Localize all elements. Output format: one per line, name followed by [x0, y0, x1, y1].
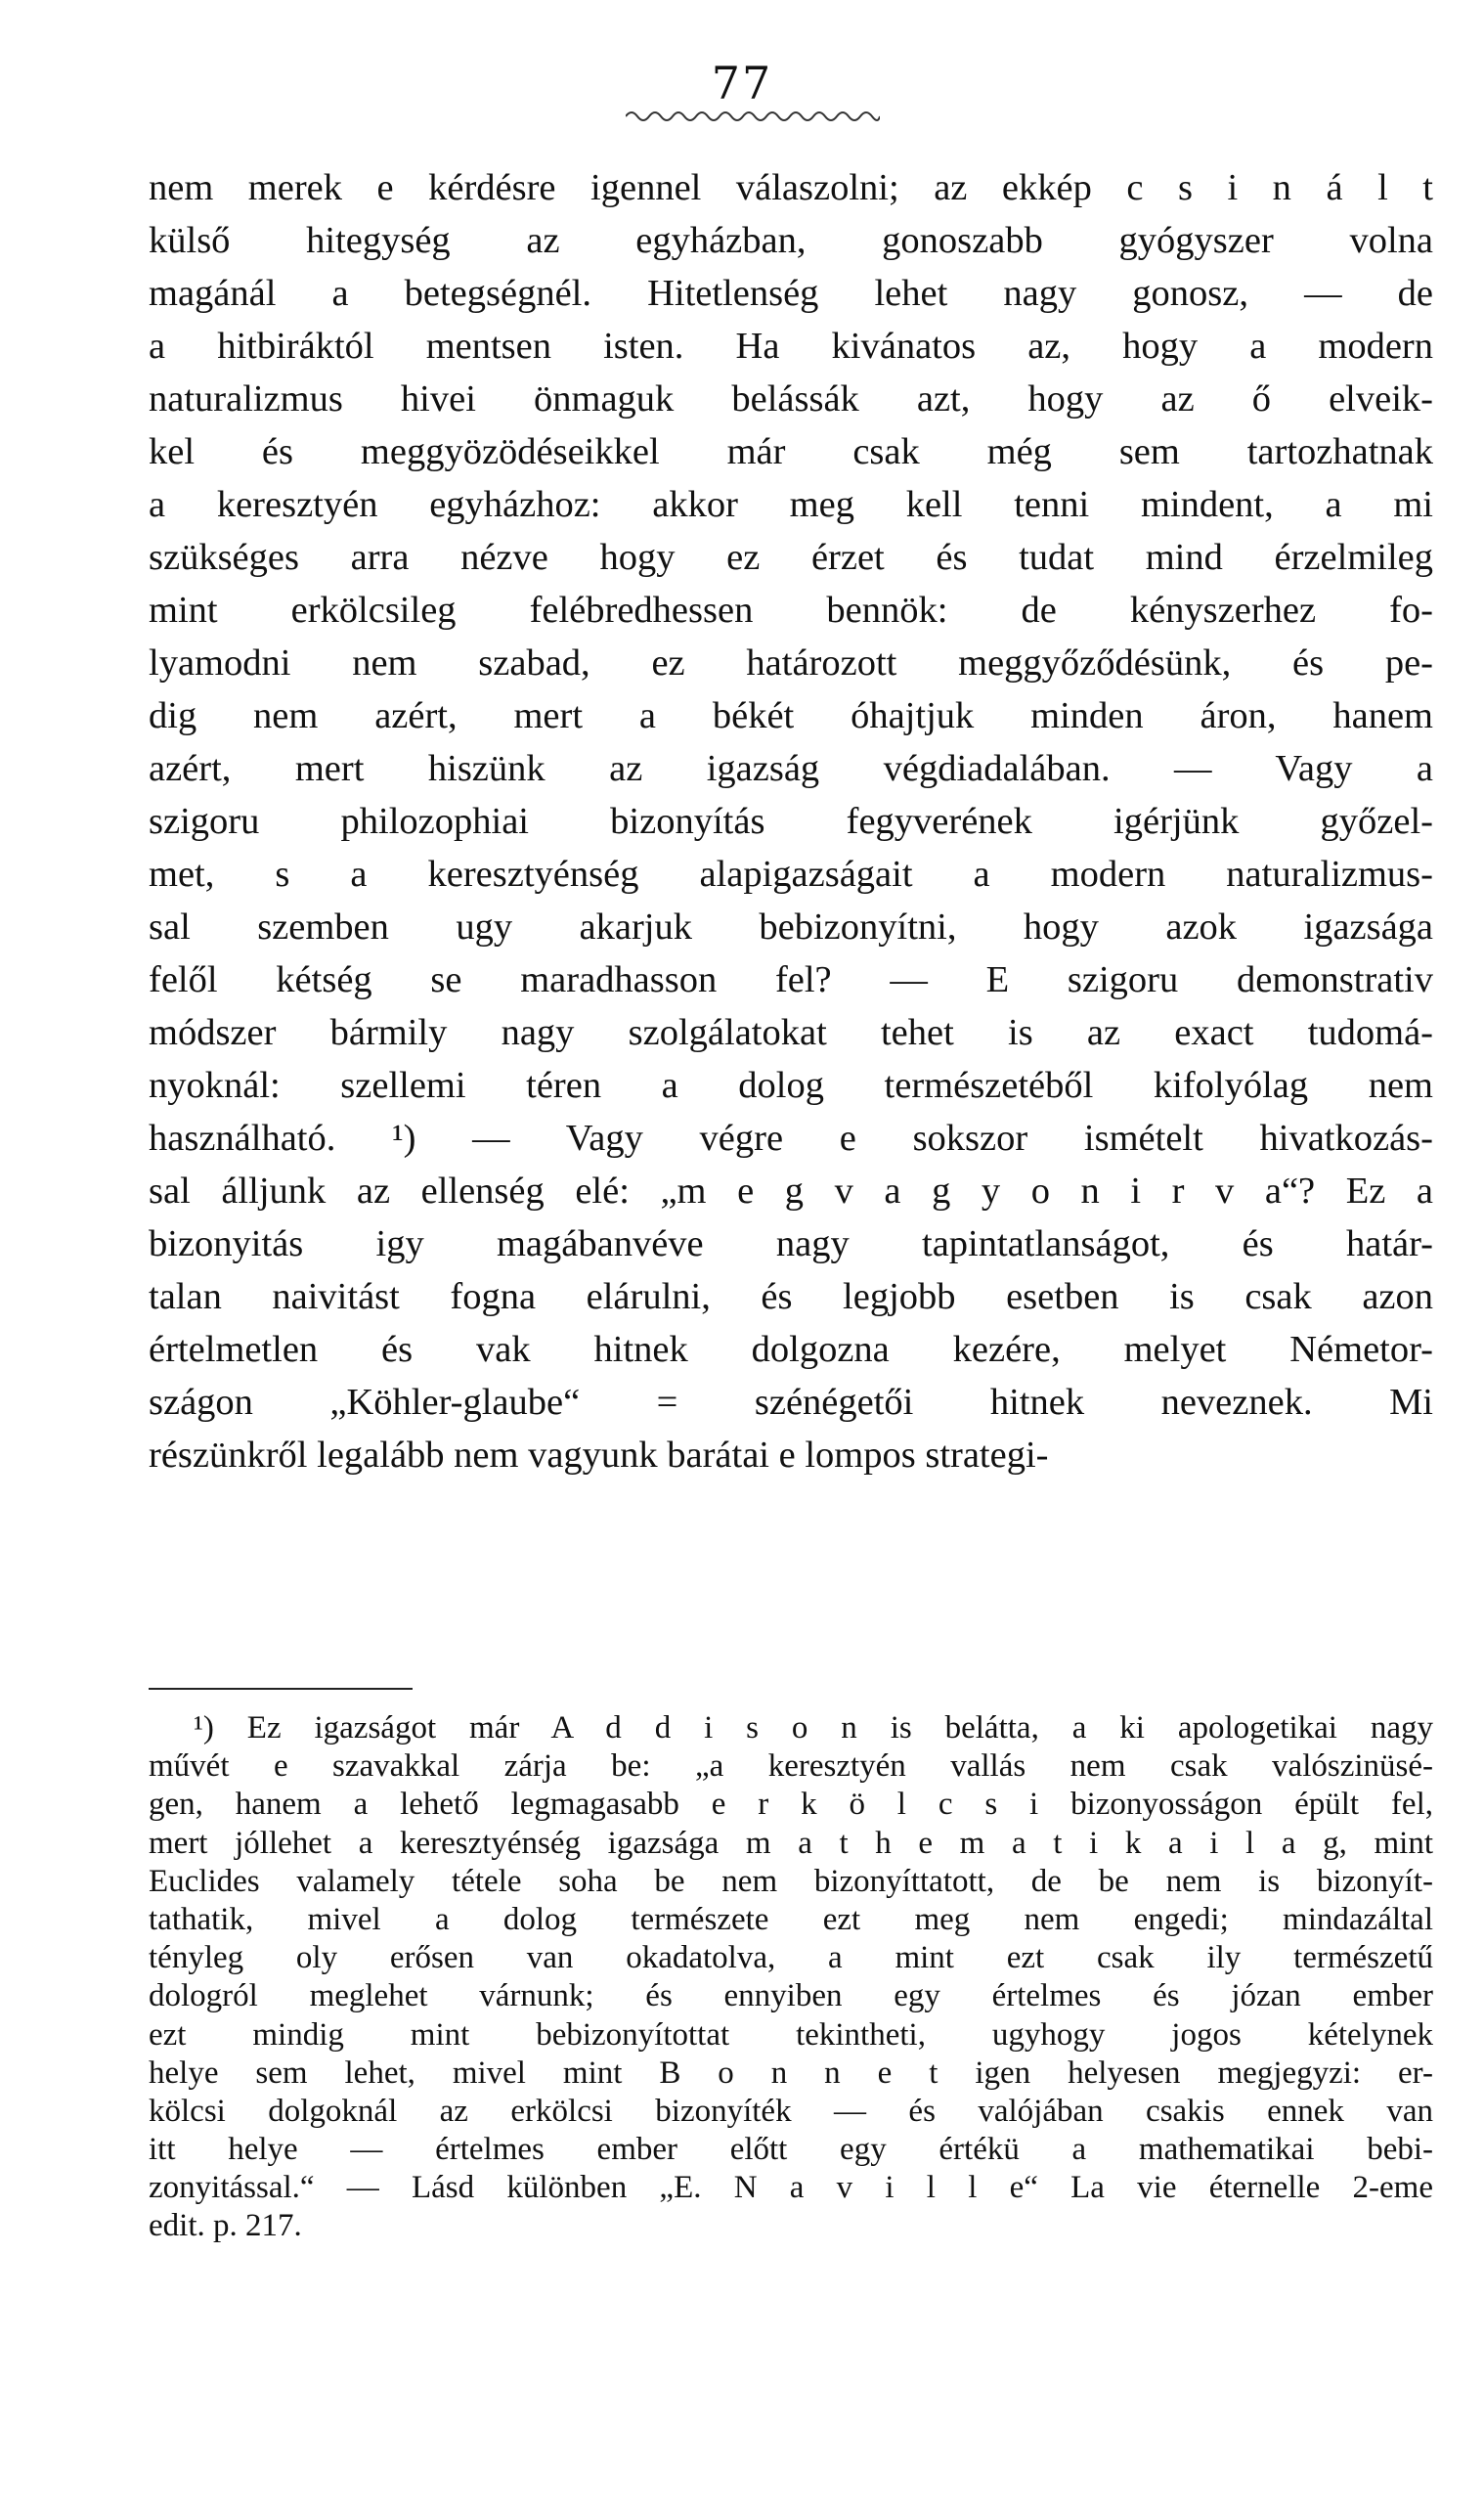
body-line: szigoru philozophiai bizonyítás fegyverének igérjünk győzel- [149, 801, 1433, 842]
body-line: lyamodni nem szabad, ez határozott meggyőződésünk, és pe- [149, 642, 1433, 684]
body-line: módszer bármily nagy szolgálatokat tehet is az exact tudomá- [149, 1012, 1433, 1053]
footnote-line: edit. p. 217. [149, 2208, 302, 2244]
body-line: talan naivitást fogna elárulni, és legjobb esetben is csak azon [149, 1276, 1433, 1317]
body-line: nyoknál: szellemi téren a dolog természetéből kifolyólag nem [149, 1065, 1433, 1106]
footnote-line: itt helye — értelmes ember előtt egy értékü a mathematikai bebi- [149, 2132, 1433, 2168]
body-line: felől kétség se maradhasson fel? — E szigoru demonstrativ [149, 959, 1433, 1000]
body-line: nem merek e kérdésre igennel válaszolni; az ekkép c s i n á l t [149, 167, 1433, 208]
body-line: sal álljunk az ellenség elé: „m e g v a g y o n i r v a“? Ez a [149, 1171, 1433, 1212]
main-text [149, 161, 1433, 1481]
body-line: bizonyitás igy magábanvéve nagy tapintatlanságot, és határ- [149, 1223, 1433, 1264]
body-line: mint erkölcsileg felébredhessen bennök: de kényszerhez fo- [149, 590, 1433, 631]
footnote-line: ezt mindig mint bebizonyítottat tekintheti, ugyhogy jogos kételynek [149, 2016, 1433, 2053]
body-line: szükséges arra nézve hogy ez érzet és tudat mind érzelmileg [149, 537, 1433, 578]
body-line: dig nem azért, mert a békét óhajtjuk minden áron, hanem [149, 695, 1433, 736]
footnote-divider [149, 1688, 413, 1690]
body-line: met, s a keresztyénség alapigazságait a modern naturalizmus- [149, 854, 1433, 895]
body-line: azért, mert hiszünk az igazság végdiadalában. — Vagy a [149, 748, 1433, 789]
page-number: 77 [711, 57, 773, 110]
footnote-line: tényleg oly erősen van okadatolva, a mint ezt csak ily természetű [149, 1940, 1433, 1976]
footnote-line: mert jóllehet a keresztyénség igazsága m a t h e m a t i k a i l a g, mint [149, 1825, 1433, 1861]
footnote-line: gen, hanem a lehető legmagasabb e r k ö l c s i bizonyosságon épült fel, [149, 1787, 1433, 1823]
footnote-line: művét e szavakkal zárja be: „a keresztyén vallás nem csak valószinüsé- [149, 1748, 1433, 1785]
body-line: értelmetlen és vak hitnek dolgozna kezére, melyet Németor- [149, 1329, 1433, 1370]
body-line: részünkről legalább nem vagyunk barátai e lompos strategi- [149, 1435, 1049, 1476]
footnote-line: dologról meglehet várnunk; és ennyiben egy értelmes és józan ember [149, 1978, 1433, 2014]
footnote-line: zonyitással.“ — Lásd különben „E. N a v i l l e“ La vie éternelle 2-eme [149, 2170, 1433, 2206]
body-line: szágon „Köhler-glaube“ = szénégetői hitnek neveznek. Mi [149, 1382, 1433, 1423]
body-line: külső hitegység az egyházban, gonoszabb gyógyszer volna [149, 220, 1433, 261]
footnote-line: kölcsi dolgoknál az erkölcsi bizonyíték — és valójában csakis ennek van [149, 2093, 1433, 2129]
body-line: a hitbiráktól mentsen isten. Ha kivánatos az, hogy a modern [149, 326, 1433, 367]
footnote-line: tathatik, mivel a dolog természete ezt meg nem engedi; mindazáltal [149, 1901, 1433, 1937]
footnote [149, 1709, 1433, 2246]
footnote-line: ¹) Ez igazságot már A d d i s o n is belátta, a ki apologetikai nagy [194, 1710, 1433, 1746]
footnote-line: Euclides valamely tétele soha be nem bizonyíttatott, de be nem is bizonyít- [149, 1863, 1433, 1899]
wavy-ornament-icon [626, 108, 880, 125]
body-line: a keresztyén egyházhoz: akkor meg kell tenni mindent, a mi [149, 484, 1433, 525]
footnote-line: helye sem lehet, mivel mint B o n n e t igen helyesen megjegyzi: er- [149, 2055, 1433, 2091]
body-line: kel és meggyözödéseikkel már csak még sem tartozhatnak [149, 431, 1433, 472]
body-line: magánál a betegségnél. Hitetlenség lehet nagy gonosz, — de [149, 273, 1433, 314]
body-line: naturalizmus hivei önmaguk belássák azt, hogy az ő elveik- [149, 378, 1433, 420]
body-line: sal szemben ugy akarjuk bebizonyítni, hogy azok igazsága [149, 906, 1433, 948]
body-line: használható. ¹) — Vagy végre e sokszor ismételt hivatkozás- [149, 1118, 1433, 1159]
